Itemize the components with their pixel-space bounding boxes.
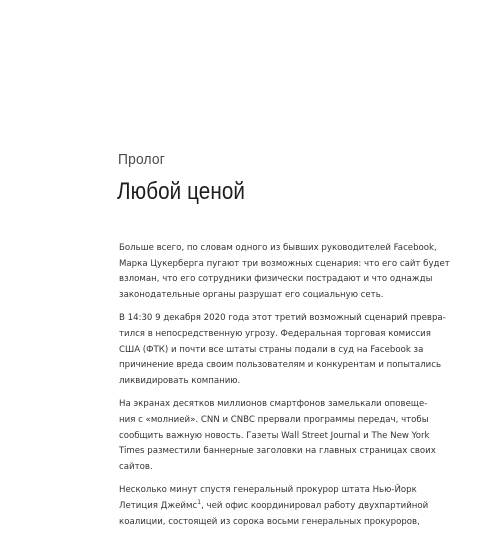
- text-segment: , чей офис координировал работу двухпартийной: [201, 500, 429, 511]
- chapter-label: Пролог: [118, 151, 165, 168]
- text-line: В 14:30 9 декабря 2020 года этот третий возможный сценарий преврa-: [119, 313, 446, 324]
- paragraph-2: [119, 311, 446, 389]
- text-line: Times разместили баннерные заголовки на главных страницах своих: [119, 446, 436, 457]
- text-line: тился в непосредственную угрозу. Федеральная торговая комиссия: [119, 328, 431, 339]
- text-line: Больше всего, по словам одного из бывших руководителей Facebook,: [119, 243, 437, 253]
- chapter-title: Любой ценой: [117, 178, 246, 205]
- text-line: сообщить важную новость. Газеты Wall Street Journal и The New York: [119, 430, 430, 441]
- text-line: законодательные органы разрушат его социальную сеть.: [119, 289, 384, 300]
- text-line: США (ФТК) и почти все штаты страны подали в суд на Facebook за: [119, 344, 424, 355]
- text-line: коалиции, состоящей из сорока восьми генеральных прокуроров,: [119, 516, 420, 527]
- paragraph-4: [119, 483, 429, 530]
- text-line: На экранах десятков миллионов смартфонов замелькали оповеще-: [119, 399, 428, 410]
- paragraph-1: [119, 241, 450, 303]
- text-segment: Летиция Джеймс: [119, 500, 198, 511]
- text-line: сайтов.: [119, 461, 153, 472]
- paragraph-3: [119, 397, 436, 475]
- footnote-marker[interactable]: 1: [197, 499, 202, 507]
- text-line: причинение вреда своим пользователям и конкурентам и попытались: [119, 360, 442, 371]
- text-line: [119, 499, 429, 515]
- text-line: Марка Цукерберга пугают три возможных сценария: что его сайт будет: [119, 258, 450, 269]
- text-line: ликвидировать компанию.: [119, 375, 241, 386]
- body-text: [119, 241, 450, 538]
- text-line: ния с «молнией». CNN и CNBC прервали программы передач, чтобы: [119, 414, 429, 425]
- text-line: Несколько минут спустя генеральный прокурор штата Нью-Йорк: [119, 485, 417, 496]
- text-line: взломан, что его сотрудники физически пострадают и что однажды: [119, 274, 433, 285]
